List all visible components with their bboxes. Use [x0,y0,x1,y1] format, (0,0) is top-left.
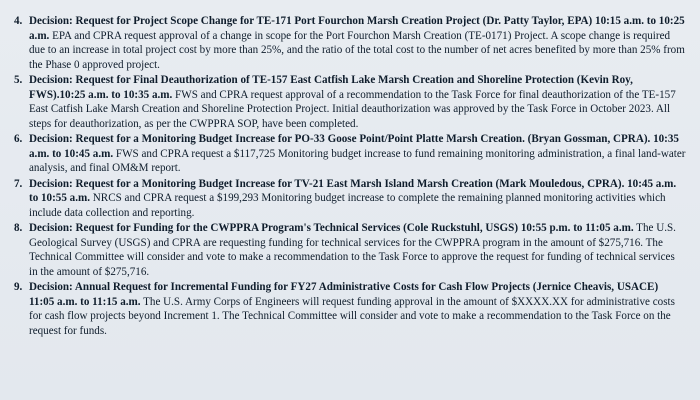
item-number: 4. [14,15,23,27]
item-content [29,221,686,279]
item-content [29,14,686,72]
item-description: The U.S. Geological Survey (USGS) and CPRA are requesting funding for technical services for the CWPPRA program in the amount of $275,716. The Technical Committee will consider and vote to make a recommendation to the Task Force to approve the request for funding of technical services in the amount of $275,716. [29,222,676,278]
item-number: 6. [14,133,23,145]
item-content [29,177,686,221]
agenda-item-6 [14,132,686,176]
agenda-item-4 [14,14,686,72]
item-heading: Decision: Request for a Monitoring Budget Increase for TV-21 East Marsh Island Marsh Creation (Mark Mouledous, CPRA). 10:45 a.m. to 10:55 a.m. [29,177,677,204]
item-content [29,73,686,131]
item-number: 9. [14,281,23,293]
agenda-list [14,14,686,338]
item-heading: Decision: Request for Final Deauthorization of TE-157 East Catfish Lake Marsh Creation and Shoreline Protection (Kevin Roy, FWS).10:25 a.m. to 10:35 a.m. [29,74,633,101]
agenda-item-7 [14,177,686,221]
item-description: FWS and CPRA request approval of a recommendation to the Task Force for final deauthorization of the TE-157 East Catfish Lake Marsh Creation and Shoreline Protection Project. Initial deauthorization was approved by the Task Force in October 2023. All steps for deauthorization, as per the CWPPRA SOP, have been completed. [29,88,676,130]
item-description: FWS and CPRA request a $117,725 Monitoring budget increase to fund remaining monitoring administration, a final land-water analysis, and final OM&M report. [29,147,686,174]
agenda-item-8 [14,221,686,279]
item-heading: Decision: Request for Funding for the CWPPRA Program's Technical Services (Cole Ruckstuhl, USGS) 10:55 p.m. to 11:05 a.m. [29,222,634,234]
agenda-item-5 [14,73,686,131]
item-heading: Decision: Annual Request for Incremental Funding for FY27 Administrative Costs for Cash Flow Projects (Jernice Cheavis, USACE) 11:05 a.m. to 11:15 a.m. [29,281,659,308]
item-number: 5. [14,74,23,86]
agenda-item-9 [14,280,686,338]
item-content [29,280,686,338]
item-heading: Decision: Request for a Monitoring Budget Increase for PO-33 Goose Point/Point Platte Marsh Creation. (Bryan Gossman, CPRA). 10:35 a.m. to 10:45 a.m. [29,133,679,160]
item-description: NRCS and CPRA request a $199,293 Monitoring budget increase to complete the remaining planned monitoring activities which include data collection and reporting. [29,192,666,219]
item-description: EPA and CPRA request approval of a change in scope for the Port Fourchon Marsh Creation (TE-0171) Project. A scope change is required due to an increase in total project cost by more than 25%, and the ratio of the total cost to the number of net acres benefited by more than 25% from the Phase 0 approved project. [29,29,685,71]
item-heading: Decision: Request for Project Scope Change for TE-171 Port Fourchon Marsh Creation Project (Dr. Patty Taylor, EPA) 10:15 a.m. to 10:25 a.m. [29,15,685,42]
item-number: 8. [14,222,23,234]
item-description: The U.S. Army Corps of Engineers will request funding approval in the amount of $XXXX.XX for administrative costs for cash flow projects beyond Increment 1. The Technical Committee will consider and vote to make a recommendation to the Task Force on the request for funds. [29,295,675,337]
item-number: 7. [14,177,23,190]
item-content [29,132,686,176]
